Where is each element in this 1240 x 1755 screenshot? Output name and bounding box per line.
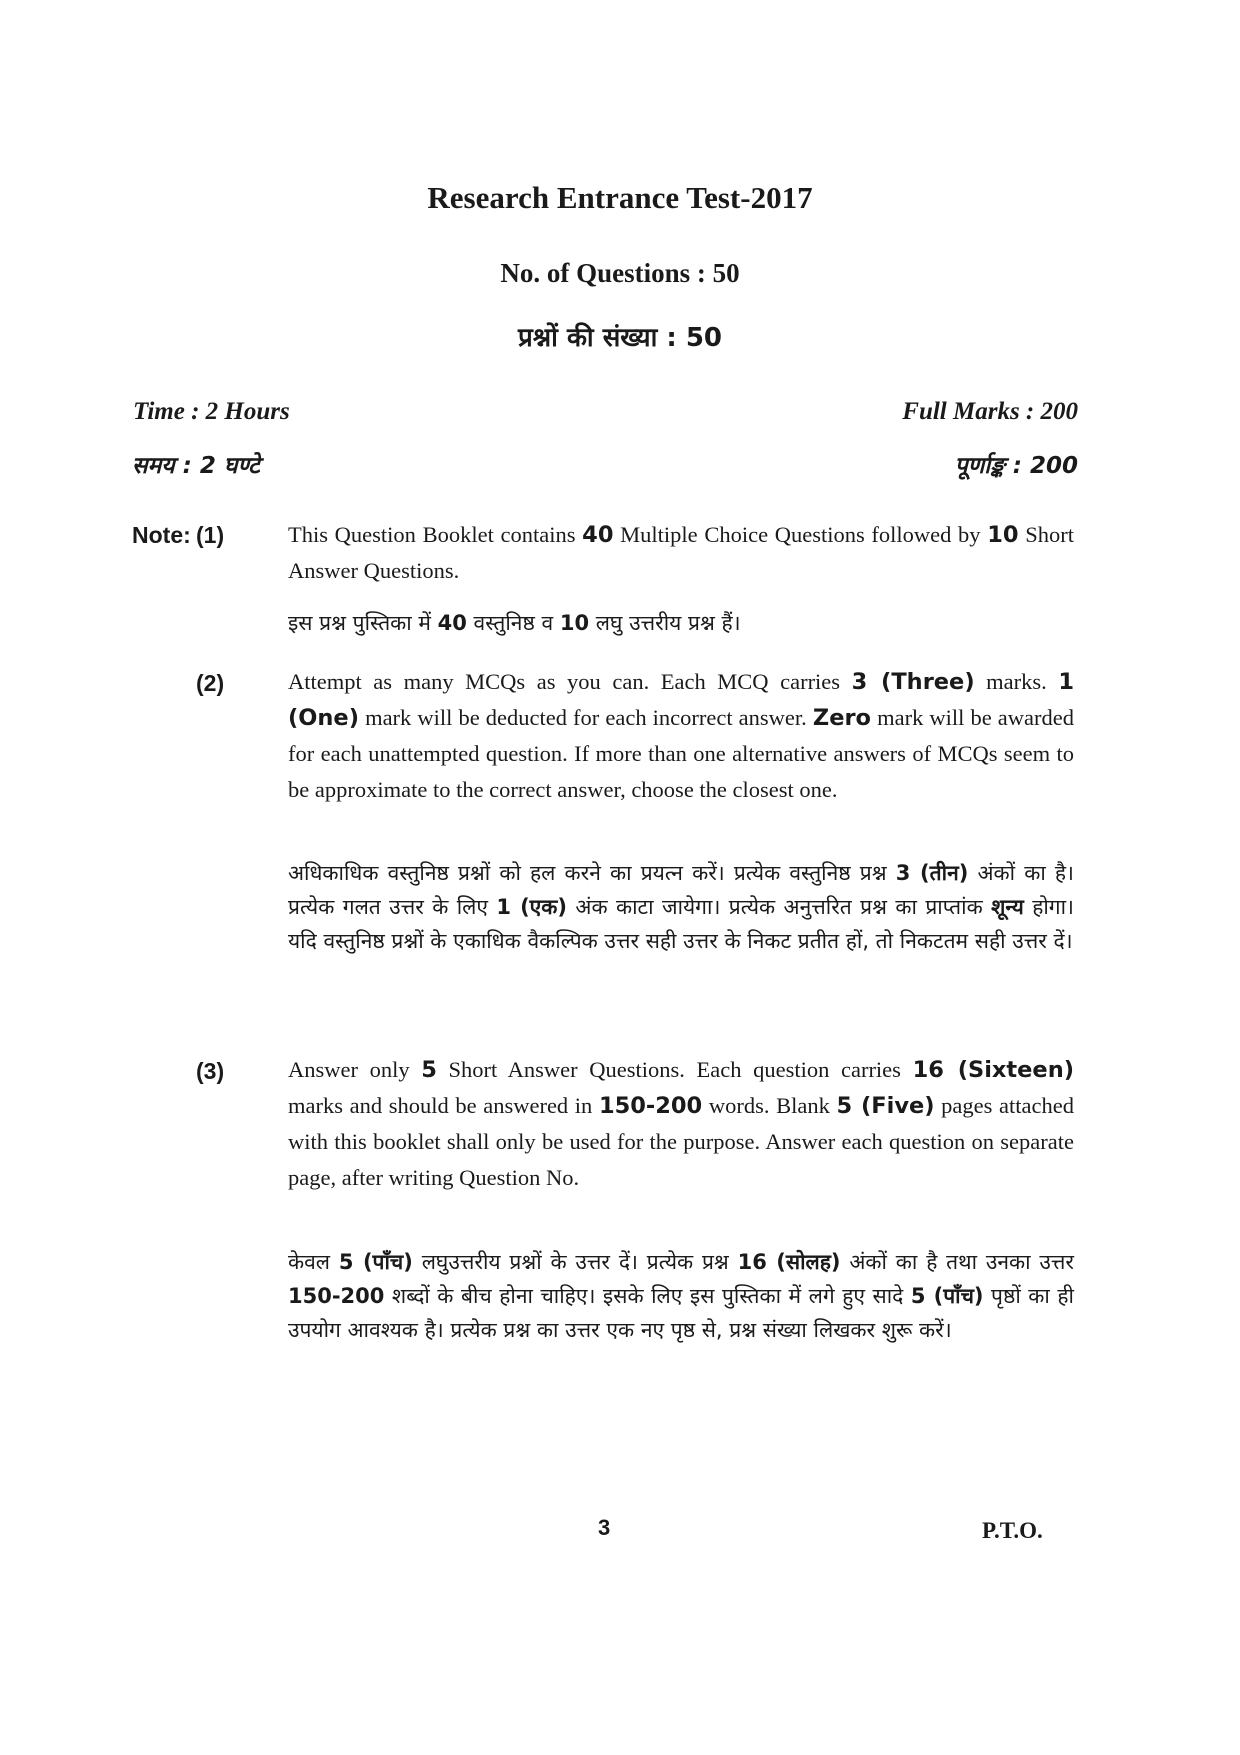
note-1-en: This Question Booklet contains 40 Multiple Choice Questions followed by 10 Short Answer Questions. [288,522,1074,583]
note-number-3: (3) [196,1058,225,1084]
note-2-hi: अधिकाधिक वस्तुनिष्ठ प्रश्नों को हल करने का प्रयत्न करें। प्रत्येक वस्तुनिष्ठ प्रश्न 3 (तीन) अंकों का है। प्रत्येक गलत उत्तर के लिए 1 (एक) अंक काटा जायेगा। प्रत्येक अनुत्तरित प्रश्न का प्राप्तांक शून्य होगा। यदि वस्तुनिष्ठ प्रश्नों के एकाधिक वैकल्पिक उत्तर सही उत्तर के निकट प्रतीत हों, तो निकटतम सही उत्तर दें। [288,861,1075,953]
note-1-hi: इस प्रश्न पुस्तिका में 40 वस्तुनिष्ठ व 10 लघु उत्तरीय प्रश्न हैं। [288,611,741,635]
full-marks-en: Full Marks : 200 [902,398,1078,425]
number-of-questions-en: No. of Questions : 50 [500,258,740,288]
note-3-en: Answer only 5 Short Answer Questions. Each question carries 16 (Sixteen) marks and should be answered in 150-200 words. Blank 5 (Five) pages attached with this booklet shall only be used for the purpose. Answer each question on separate page, after writing Question No. [288,1057,1074,1190]
page-title: Research Entrance Test-2017 [427,180,813,215]
page-number: 3 [598,1515,611,1540]
note-3-hi: केवल 5 (पाँच) लघुउत्तरीय प्रश्नों के उत्तर दें। प्रत्येक प्रश्न 16 (सोलह) अंकों का है तथा उनका उत्तर 150-200 शब्दों के बीच होना चाहिए। इसके लिए इस पुस्तिका में लगे हुए सादे 5 (पाँच) पृष्ठों का ही उपयोग आवश्यक है। प्रत्येक प्रश्न का उत्तर एक नए पृष्ठ से, प्रश्न संख्या लिखकर शुरू करें। [288,1250,1075,1342]
time-en: Time : 2 Hours [133,398,290,425]
note-number-1: (1) [196,522,225,548]
pto-label: P.T.O. [982,1518,1043,1543]
full-marks-hi: पूर्णाङ्क : 200 [954,453,1078,479]
note-2-en: Attempt as many MCQs as you can. Each MCQ carries 3 (Three) marks. 1 (One) mark will be deducted for each incorrect answer. Zero mark will be awarded for each unattempted question. If more than one alternative answers of MCQs seem to be approximate to the correct answer, choose the closest one. [288,669,1074,802]
number-of-questions-hi: प्रश्नों की संख्या : 50 [518,323,722,353]
time-hi: समय : 2 घण्टे [132,453,260,479]
note-number-2: (2) [196,670,225,696]
note-label: Note: [132,522,191,548]
